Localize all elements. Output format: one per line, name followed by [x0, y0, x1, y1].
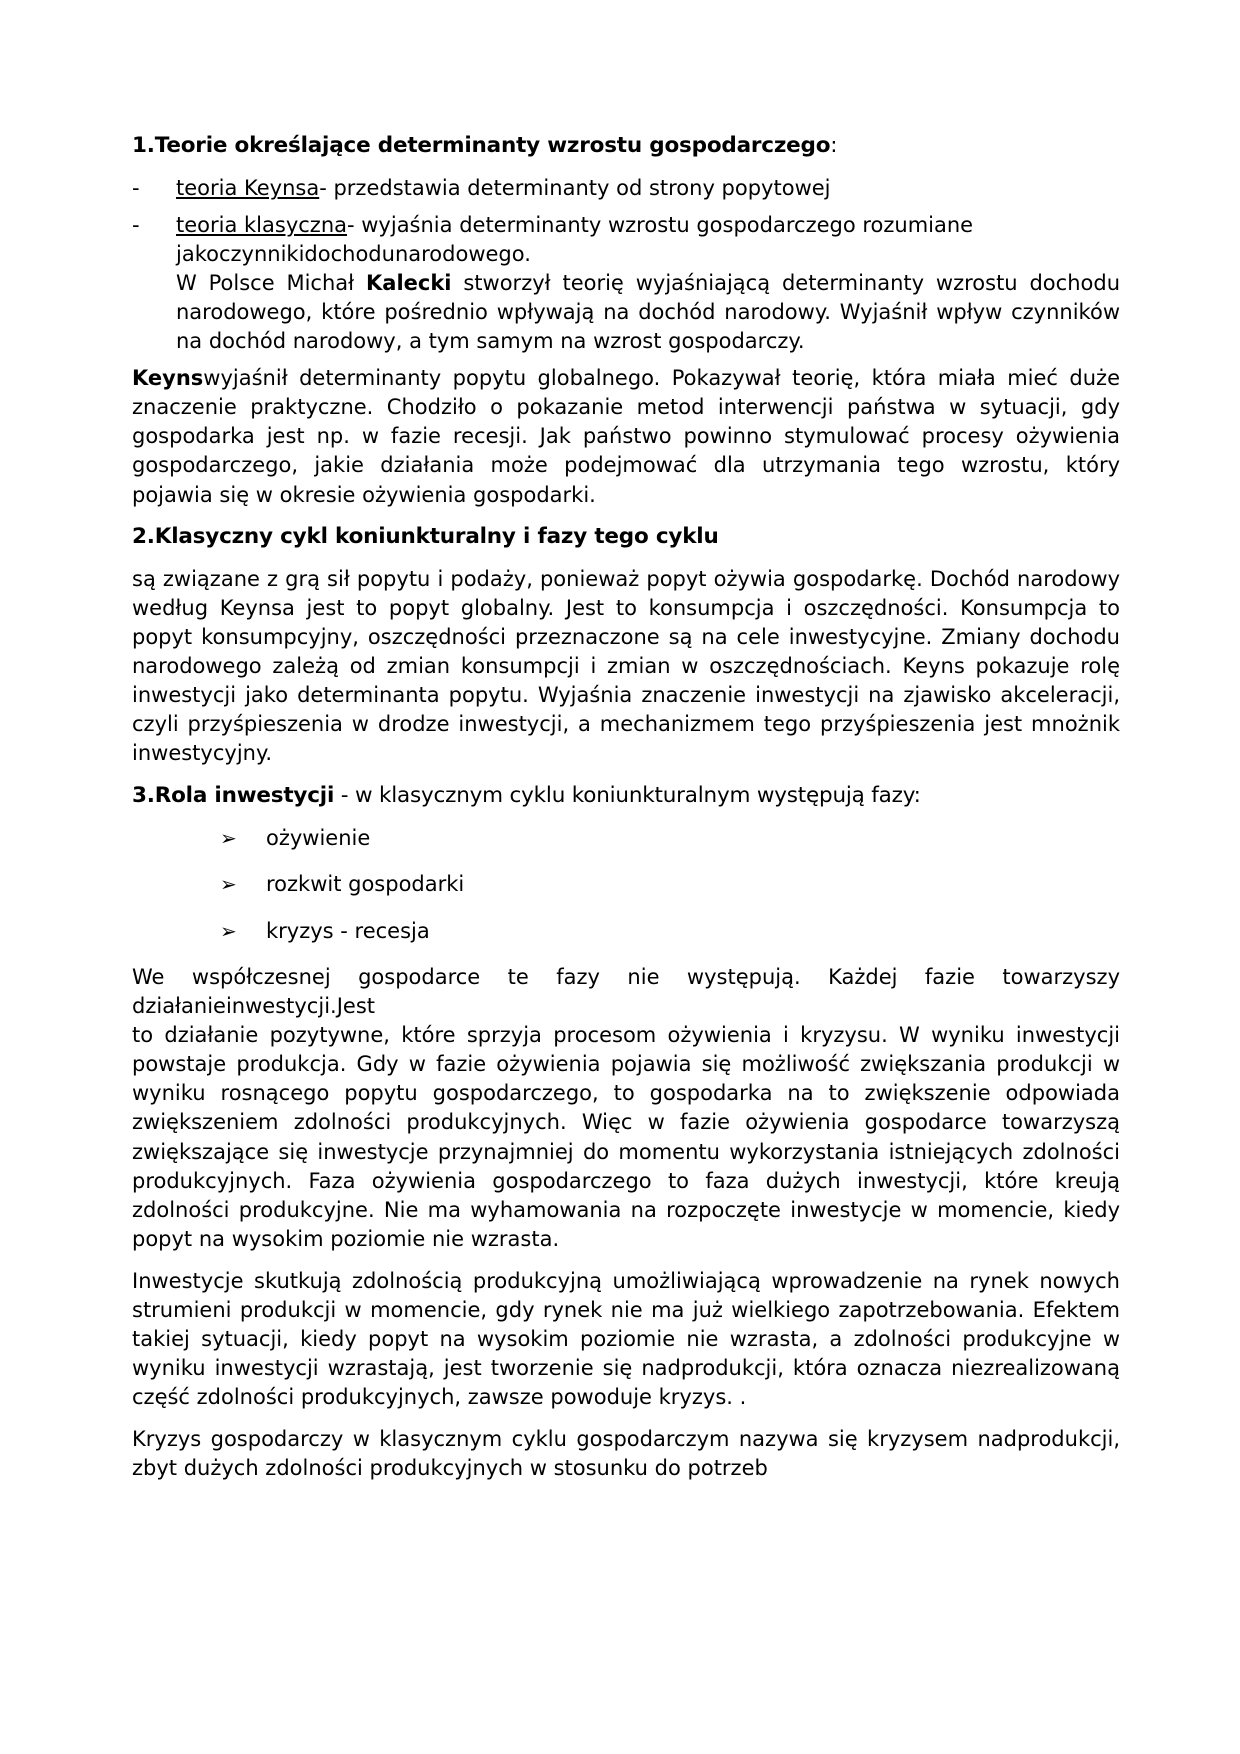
phases-list — [132, 824, 1120, 946]
section-3-heading-bold: 3.Rola inwestycji — [132, 782, 335, 808]
section-1-heading-bold: 1.Teorie określające determinanty wzrostu gospodarczego — [132, 133, 831, 158]
paragraph-kryzys — [132, 1425, 1120, 1483]
keyns-lead-bold: Keyns — [132, 366, 204, 391]
dash-marker: - — [132, 213, 140, 238]
list-item — [132, 917, 1120, 946]
paragraph-keyns-text: wyjaśnił determinanty popytu globalnego. Pokazywał teorię, która miała mieć duże znaczenie praktyczne. Chodziło o pokazanie metod interwencji państwa w sytuacji, gdy gospodarka jest np. w fazie recesji. Jak państwo powinno stymulować procesy ożywienia gospodarczego, jakie działania może podejmować dla utrzymania tego wzrostu, który pojawia się w okresie ożywienia gospodarki. — [132, 366, 1120, 507]
continuation-post: stworzył teorię wyjaśniającą determinanty wzrostu dochodu narodowego, które pośrednio wpływają na dochód narodowy. Wyjaśnił wpływ czynników na dochód narodowy, a tym samym na wzrost gospodarczy. — [176, 271, 1120, 354]
paragraph-inwestycje-text: Inwestycje skutkują zdolnością produkcyjną umożliwiającą wprowadzenie na rynek nowych strumieni produkcji w momencie, gdy rynek nie ma już wielkiego zapotrzebowania. Efektem takiej sytuacji, kiedy popyt na wysokim poziomie nie wzrasta, a zdolności produkcyjne w wyniku inwestycji wzrastają, jest tworzenie się nadprodukcji, która oznacza niezrealizowaną część zdolności produkcyjnych, zawsze powoduje kryzys. . — [132, 1268, 1120, 1410]
dash-item-rest: - przedstawia determinanty od strony popytowej — [319, 176, 831, 201]
list-item — [132, 211, 1120, 356]
paragraph-wspolczesna-text: to działanie pozytywne, które sprzyja procesom ożywienia i kryzysu. W wyniku inwestycji powstaje produkcja. Gdy w fazie ożywienia pojawia się możliwość zwiększania produkcji w wyniku rosnącego popytu gospodarczego, to gospodarka na to zwiększenie odpowiada zwiększeniem zdolności produkcyjnych. Więc w fazie ożywienia gospodarce towarzyszą zwiększające się inwestycje przynajmniej do momentu wykorzystania istniejących zdolności produkcyjnych. Faza ożywienia gospodarczego to faza dużych inwestycji, które kreują zdolności produkcyjne. Nie ma wyhamowania na rozpoczęte inwestycje w momencie, kiedy popyt na wysokim poziomie nie wzrasta. — [132, 1023, 1120, 1251]
dash-item-continuation — [176, 271, 1120, 353]
underlined-term: teoria klasyczna — [176, 213, 347, 238]
dash-item-text — [176, 174, 1120, 203]
kalecki-name: Kalecki — [366, 271, 452, 296]
arrow-bullet-icon: ➢ — [220, 872, 237, 897]
phase-label: ożywienie — [266, 825, 371, 850]
dash-marker: - — [132, 176, 140, 201]
paragraph-kryzys-text: Kryzys gospodarczy w klasycznym cyklu gospodarczym nazywa się kryzysem nadprodukcji, zbyt dużych zdolności produkcyjnych w stosunku do potrzeb — [132, 1427, 1120, 1481]
phase-label: kryzys - recesja — [266, 918, 430, 943]
phase-label: rozkwit gospodarki — [266, 872, 465, 897]
continuation-pre: W Polsce Michał — [176, 271, 366, 296]
dash-item-first-line: teoria klasyczna- wyjaśnia determinanty wzrostu gospodarczego rozumiane — [176, 213, 974, 238]
arrow-bullet-icon: ➢ — [220, 918, 237, 943]
split-word-mid: inwestycji. — [225, 994, 337, 1019]
split-line-1: We współczesnej gospodarce te fazy nie występują. Każdej fazie towarzyszy — [132, 965, 1120, 990]
list-item — [132, 870, 1120, 899]
spread-word: dochodu — [304, 242, 395, 267]
list-item — [132, 824, 1120, 853]
section-3-heading — [132, 782, 1120, 810]
list-item — [132, 174, 1120, 203]
section-2-heading — [132, 523, 1120, 551]
arrow-bullet-icon: ➢ — [220, 825, 237, 850]
underlined-term: teoria Keynsa — [176, 176, 320, 201]
section-3-heading-tail: - w klasycznym cyklu koniunkturalnym występują fazy: — [334, 782, 921, 808]
paragraph-wspolczesna — [132, 963, 1120, 1254]
paragraph-inwestycje — [132, 1267, 1120, 1412]
paragraph-section-2-text: są związane z grą sił popytu i podaży, ponieważ popyt ożywia gospodarkę. Dochód narodowy według Keynsa jest to popyt globalny. Jest to konsumpcja i oszczędności. Konsumpcja to popyt konsumpcyjny, oszczędności przeznaczone są na cele inwestycyjne. Zmiany dochodu narodowego zależą od zmian konsumpcji i zmian w oszczędnościach. Keyns pokazuje rolę inwestycji jako determinanta popytu. Wyjaśnia znaczenie inwestycji na zjawisko akceleracji, czyli przyśpieszenia w drodze inwestycji, a mechanizmem tego przyśpieszenia jest mnożnik inwestycyjny. — [132, 566, 1120, 766]
spread-word: czynniki — [218, 242, 305, 267]
section-1-heading-tail: : — [830, 133, 838, 158]
section-2-heading-bold: 2.Klasyczny cykl koniunkturalny i fazy tego cyklu — [132, 523, 719, 549]
paragraph-keyns — [132, 364, 1120, 509]
paragraph-section-2 — [132, 565, 1120, 769]
dash-item-text — [176, 211, 1120, 356]
spread-word: narodowego. — [394, 242, 531, 267]
section-1-heading — [132, 132, 1120, 160]
split-line-2 — [132, 992, 1120, 1021]
split-word-right: Jest — [336, 994, 375, 1019]
spread-word: jako — [176, 242, 219, 267]
split-word-left: działanie — [132, 994, 226, 1019]
justified-spread-line — [176, 240, 1120, 269]
